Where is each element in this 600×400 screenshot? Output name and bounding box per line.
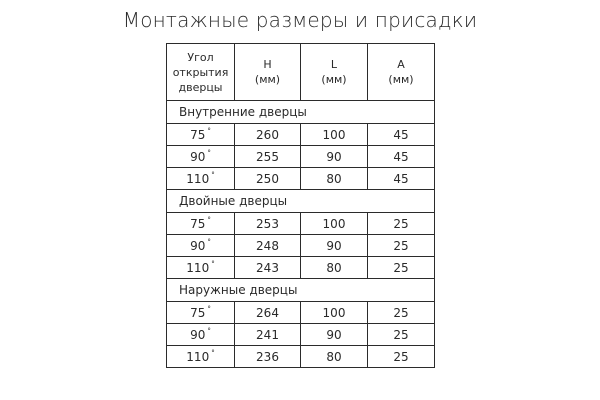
angle-cell: 75 ° <box>167 302 235 324</box>
table-header-row <box>167 44 435 101</box>
group-row-inner-doors <box>167 101 435 124</box>
header-a-unit: (мм) <box>388 73 414 86</box>
angle-cell: 110 ° <box>167 257 235 279</box>
degree-symbol: ° <box>211 259 215 268</box>
h-cell: 241 <box>235 324 301 346</box>
table-row <box>167 168 435 190</box>
header-l-unit: (мм) <box>321 73 347 86</box>
angle-cell: 90 ° <box>167 324 235 346</box>
angle-cell: 90 ° <box>167 235 235 257</box>
group-row-double-doors <box>167 190 435 213</box>
header-angle-line: дверцы <box>178 80 223 94</box>
angle-cell: 75 ° <box>167 213 235 235</box>
group-row-outer-doors <box>167 279 435 302</box>
angle-cell: 110 ° <box>167 346 235 368</box>
degree-symbol: ° <box>207 304 211 313</box>
table-row <box>167 235 435 257</box>
h-cell: 243 <box>235 257 301 279</box>
group-label: Наружные дверцы <box>167 279 435 302</box>
degree-symbol: ° <box>207 237 211 246</box>
angle-cell: 110 ° <box>167 168 235 190</box>
mounting-dimensions-table <box>166 43 435 368</box>
table-row <box>167 146 435 168</box>
group-label: Двойные дверцы <box>167 190 435 213</box>
table-row <box>167 324 435 346</box>
l-cell: 80 <box>301 168 368 190</box>
header-h <box>235 44 301 101</box>
table-row <box>167 124 435 146</box>
degree-symbol: ° <box>207 126 211 135</box>
table-row <box>167 346 435 368</box>
group-label: Внутренние дверцы <box>167 101 435 124</box>
h-cell: 236 <box>235 346 301 368</box>
a-cell: 25 <box>368 302 435 324</box>
a-cell: 25 <box>368 213 435 235</box>
degree-symbol: ° <box>207 326 211 335</box>
page-title: Монтажные размеры и присадки <box>122 8 478 32</box>
header-h-unit: (мм) <box>254 73 281 86</box>
angle-cell: 75 ° <box>167 124 235 146</box>
l-cell: 90 <box>301 235 368 257</box>
a-cell: 25 <box>368 324 435 346</box>
header-opening-angle <box>167 44 235 101</box>
h-cell: 248 <box>235 235 301 257</box>
a-cell: 25 <box>368 346 435 368</box>
header-h-label: H <box>263 58 272 71</box>
degree-symbol: ° <box>211 348 215 357</box>
header-angle-line: Угол <box>187 50 214 64</box>
a-cell: 45 <box>368 146 435 168</box>
l-cell: 100 <box>301 213 368 235</box>
table-row <box>167 302 435 324</box>
header-angle-line: открытия <box>172 65 229 79</box>
h-cell: 250 <box>235 168 301 190</box>
angle-cell: 90 ° <box>167 146 235 168</box>
table-row <box>167 213 435 235</box>
h-cell: 255 <box>235 146 301 168</box>
h-cell: 264 <box>235 302 301 324</box>
a-cell: 25 <box>368 257 435 279</box>
a-cell: 25 <box>368 235 435 257</box>
header-l-label: L <box>330 58 338 71</box>
header-l <box>301 44 368 101</box>
l-cell: 100 <box>301 124 368 146</box>
h-cell: 260 <box>235 124 301 146</box>
l-cell: 100 <box>301 302 368 324</box>
l-cell: 90 <box>301 324 368 346</box>
degree-symbol: ° <box>207 215 211 224</box>
header-a <box>368 44 435 101</box>
degree-symbol: ° <box>207 148 211 157</box>
a-cell: 45 <box>368 168 435 190</box>
h-cell: 253 <box>235 213 301 235</box>
table-row <box>167 257 435 279</box>
degree-symbol: ° <box>211 170 215 179</box>
l-cell: 90 <box>301 146 368 168</box>
l-cell: 80 <box>301 257 368 279</box>
header-a-label: A <box>397 58 405 71</box>
l-cell: 80 <box>301 346 368 368</box>
a-cell: 45 <box>368 124 435 146</box>
